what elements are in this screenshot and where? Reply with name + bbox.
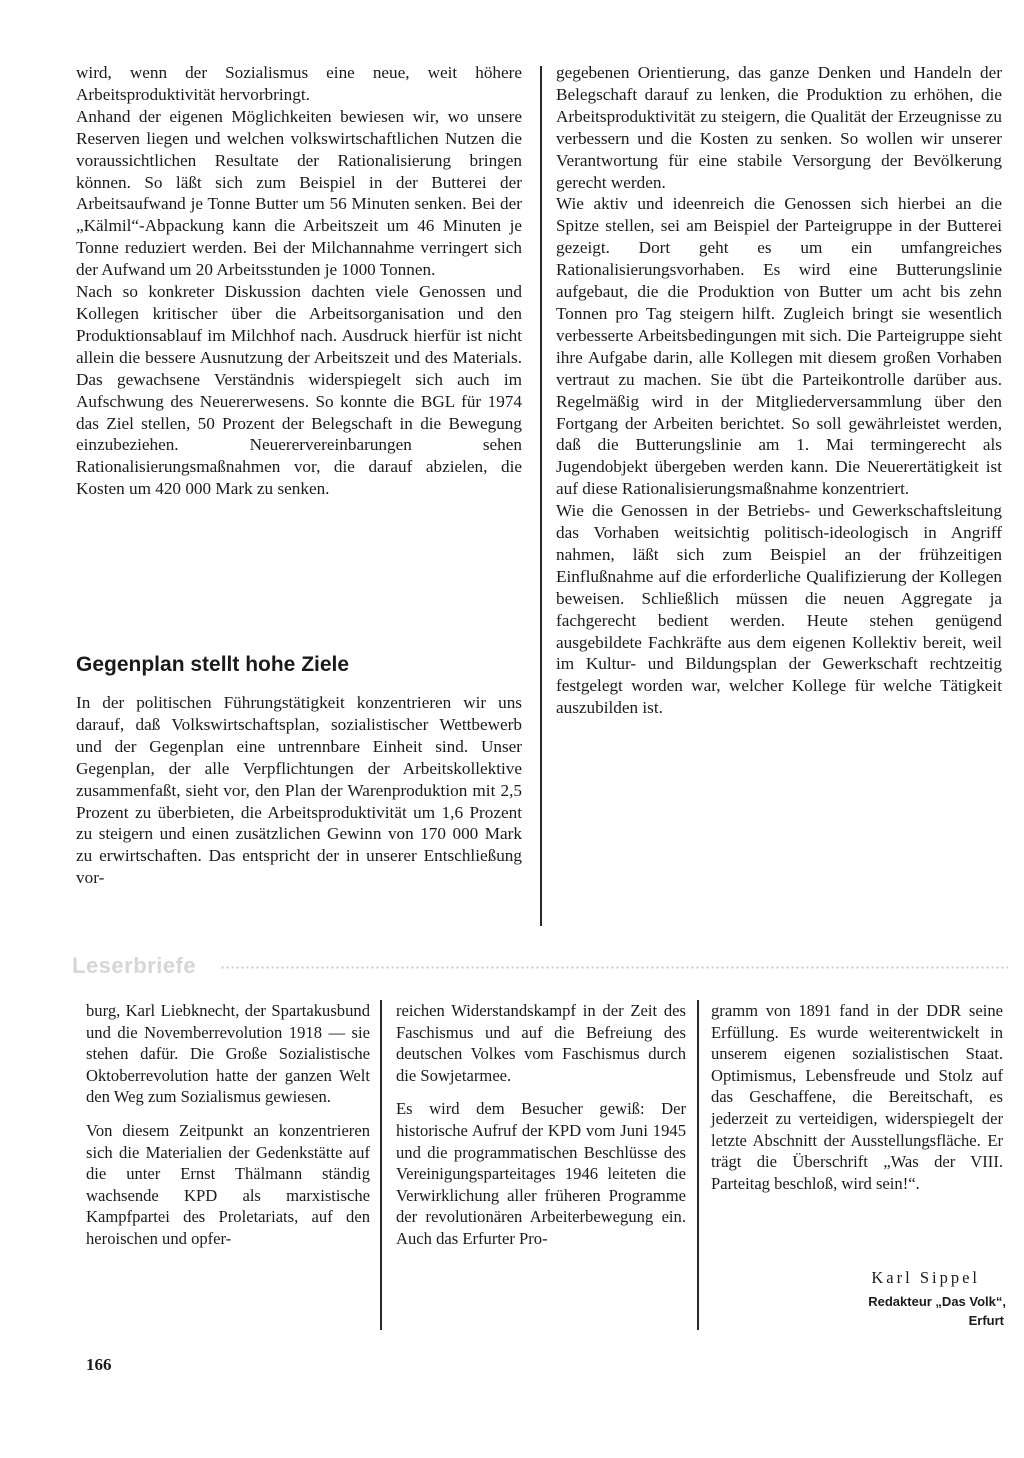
signature-role: Redakteur „Das Volk“, bbox=[868, 1294, 1006, 1309]
banner-dotted-rule bbox=[220, 966, 1008, 969]
article-right-column bbox=[556, 62, 1002, 719]
article-paragraph: gegebenen Orientierung, das ganze Denken und Handeln der Belegschaft darauf zu lenken, die Produktion zu erhöhen, die Arbeitsproduktivität zu steigern, die Qualität der Erzeugnisse zu verbessern und die Kosten zu senken. So wollen wir unserer Verantwortung für eine stabile Versorgung der Bevölkerung gerecht werden. bbox=[556, 63, 1002, 192]
letters-column-3 bbox=[711, 1000, 1003, 1194]
article-paragraph: wird, wenn der Sozialismus eine neue, weit höhere Arbeitsproduktivität hervorbringt. bbox=[76, 63, 522, 104]
article-left-column-lower bbox=[76, 692, 522, 889]
section-banner: Leserbriefe bbox=[72, 953, 197, 978]
article-paragraph: In der politischen Führungstätigkeit konzentrieren wir uns darauf, daß Volkswirtschaftsplan, sozialistischer Wettbewerb und der Gegenplan eine untrennbare Einheit sind. Unser Gegenplan, der alle Verpflichtungen der Arbeitskollektive zusammenfaßt, sieht vor, den Plan der Warenproduktion mit 2,5 Prozent zu überbieten, die Arbeitsproduktivität um 1,6 Prozent zu steigern und einen zusätzlichen Gewinn von 170 000 Mark zu erwirtschaften. Das entspricht der in unserer Entschließung vor- bbox=[76, 693, 522, 888]
letter-paragraph: Es wird dem Besucher gewiß: Der historische Aufruf der KPD vom Juni 1945 und die programmatischen Beschlüsse des Vereinigungsparteitages 1946 leiteten die Verwirklichung aller früheren Programme der revolutionären Arbeiterbewegung ein. Auch das Erfurter Pro- bbox=[396, 1099, 686, 1248]
column-divider bbox=[380, 1000, 382, 1330]
signature-name: Karl Sippel bbox=[871, 1268, 980, 1287]
article-paragraph: Wie die Genossen in der Betriebs- und Gewerkschaftsleitung das Vorhaben weitsichtig politisch-ideologisch in Angriff nahmen, läßt sich zum Beispiel an der frühzeitigen Einflußnahme auf die erforderliche Qualifizierung der Kollegen beweisen. Schließlich müssen die neuen Aggregate ja fachgerecht bedient werden. Heute stehen genügend ausgebildete Fachkräfte aus dem eigenen Kollektiv bereit, weil im Kultur- und Bildungsplan der Gewerkschaft rechtzeitig festgelegt worden war, welcher Kollege für welche Tätigkeit auszubilden ist. bbox=[556, 501, 1002, 718]
column-divider bbox=[540, 66, 542, 926]
letter-paragraph: burg, Karl Liebknecht, der Spartakusbund und die Novemberrevolution 1918 — sie stehen dafür. Die Große Sozialistische Oktoberrevolution hatte der ganzen Welt den Weg zum Sozialismus gewiesen. bbox=[86, 1001, 370, 1107]
column-divider bbox=[697, 1000, 699, 1330]
article-paragraph: Anhand der eigenen Möglichkeiten bewiesen wir, wo unsere Reserven liegen und welchen volkswirtschaftlichen Nutzen die voraussichtlichen Resultate der Rationalisierung bringen können. So läßt sich zum Beispiel in der Butterei der Arbeitsaufwand je Tonne Butter um 56 Minuten senken. Bei der „Kälmil“-Abpackung kann die Arbeitszeit um 46 Minuten je Tonne reduziert werden. Bei der Milchannahme verringert sich der Aufwand um 20 Arbeitsstunden je 1000 Tonnen. bbox=[76, 106, 522, 280]
letters-column-2 bbox=[396, 1000, 686, 1250]
letter-paragraph: reichen Widerstandskampf in der Zeit des Faschismus und auf die Befreiung des deutschen Volkes vom Faschismus durch die Sowjetarmee. bbox=[396, 1001, 686, 1085]
article-left-column bbox=[76, 62, 522, 500]
section-heading: Gegenplan stellt hohe Ziele bbox=[76, 653, 350, 676]
letter-paragraph: gramm von 1891 fand in der DDR seine Erfüllung. Es wurde weiterentwickelt in unserem eigenen sozialistischen Staat. Optimismus, Lebensfreude und Stolz auf das Geschaffene, die Bereitschaft, es jederzeit zu verteidigen, widerspiegelt der letzte Abschnitt der Ausstellungsfläche. Er trägt die Überschrift „Was der VIII. Parteitag beschloß, wird sein!“. bbox=[711, 1001, 1003, 1193]
letter-paragraph: Von diesem Zeitpunkt an konzentrieren sich die Materialien der Gedenkstätte auf die unter Ernst Thälmann ständig wachsende KPD als marxistische Kampfpartei des Proletariats, auf den heroischen und opfer- bbox=[86, 1120, 370, 1248]
page-number: 166 bbox=[86, 1355, 112, 1374]
signature-place: Erfurt bbox=[968, 1313, 1004, 1328]
letters-column-1 bbox=[86, 1000, 370, 1250]
article-paragraph: Wie aktiv und ideenreich die Genossen sich hierbei an die Spitze stellen, sei am Beispiel der Parteigruppe in der Butterei gezeigt. Dort geht es um ein umfangreiches Rationalisierungsvorhaben. Es wird eine Butterungslinie aufgebaut, die die Produktion von Butter um acht bis zehn Tonnen pro Tag steigern hilft. Zugleich bringt sie wesentlich verbesserte Arbeitsbedingungen mit sich. Die Parteigruppe sieht ihre Aufgabe darin, alle Kollegen mit diesem großen Vorhaben vertraut zu machen. Sie übt die Parteikontrolle darüber aus. Regelmäßig wird in der Mitgliederversammlung über den Fortgang der Arbeiten berichtet. So soll gewährleistet werden, daß die Butterungslinie am 1. Mai termingerecht als Jugendobjekt übergeben werden kann. Die Neuerertätigkeit ist auf diese Rationalisierungsmaßnahme konzentriert. bbox=[556, 194, 1002, 499]
article-paragraph: Nach so konkreter Diskussion dachten viele Genossen und Kollegen kritischer über die Arbeitsorganisation und den Produktionsablauf im Milchhof nach. Ausdruck hierfür ist nicht allein die bessere Ausnutzung der Arbeitszeit und des Materials. Das gewachsene Verständnis widerspiegelt sich auch im Aufschwung des Neuererwesens. So konnte die BGL für 1974 das Ziel stellen, 50 Prozent der Belegschaft in die Bewegung einzubeziehen. Neuerervereinbarungen sehen Rationalisierungsmaßnahmen vor, die darauf abzielen, die Kosten um 420 000 Mark zu senken. bbox=[76, 282, 522, 499]
